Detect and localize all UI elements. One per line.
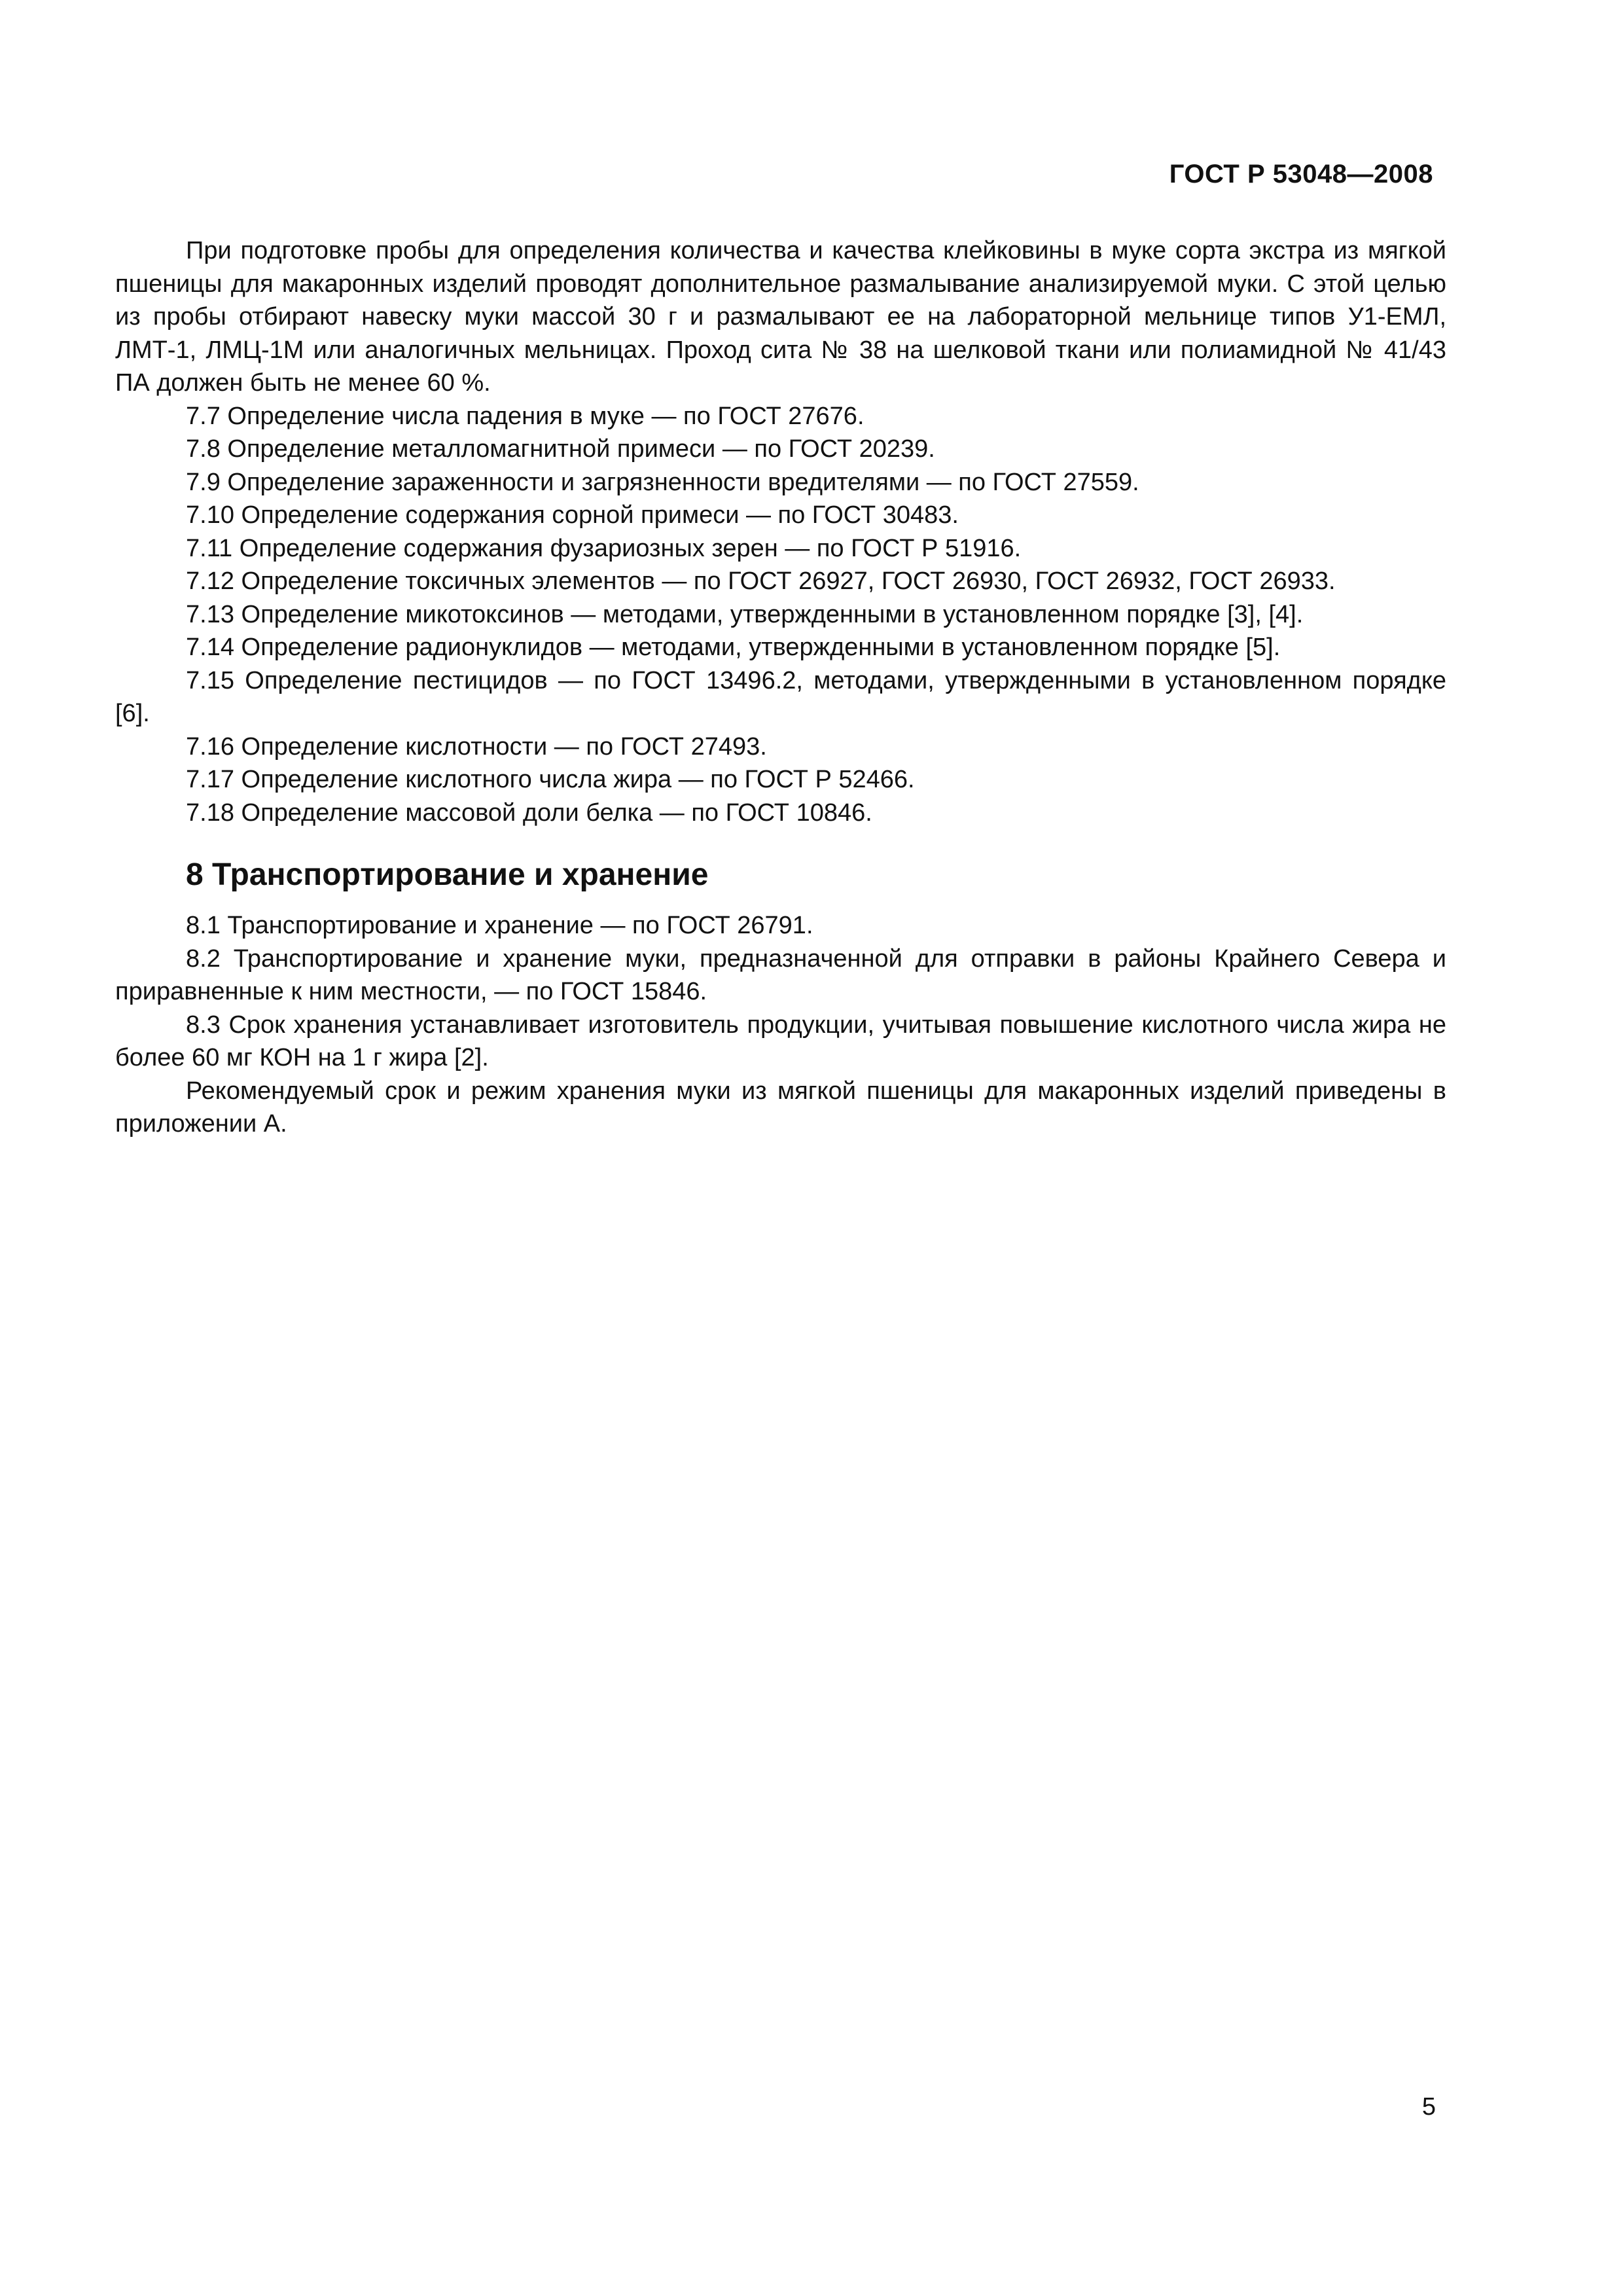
paragraph-sample-prep: При подготовке пробы для определения количества и качества клейковины в муке сорта экстра из мягкой пшеницы для макаронных изделий проводят дополнительное размалывание анализируемой муки. С этой целью из пробы отбирают навеску муки массой 30 г и размалывают ее на лабораторной мельнице типов У1-ЕМЛ, ЛМТ-1, ЛМЦ-1М или аналогичных мельницах. Проход сита № 38 на шелковой ткани или полиамидной № 41/43 ПА должен быть не менее 60 %. (115, 237, 1446, 397)
paragraph-7-17: 7.17 Определение кислотного числа жира — по ГОСТ Р 52466. (186, 766, 915, 793)
paragraph-8-3: 8.3 Срок хранения устанавливает изготовитель продукции, учитывая повышение кислотного числа жира не более 60 мг КОН на 1 г жира [2]. (115, 1011, 1446, 1071)
paragraph-7-10: 7.10 Определение содержания сорной примеси — по ГОСТ 30483. (186, 501, 959, 529)
paragraph-7-18: 7.18 Определение массовой доли белка — по ГОСТ 10846. (186, 798, 872, 827)
page-number: 5 (1421, 2093, 1436, 2121)
paragraph-8-1: 8.1 Транспортирование и хранение — по ГОСТ 26791. (186, 912, 813, 939)
paragraph-7-7: 7.7 Определение числа падения в муке — по ГОСТ 27676. (186, 402, 865, 430)
paragraph-7-13: 7.13 Определение микотоксинов — методами, утвержденными в установленном порядке [3], [4]. (186, 600, 1304, 628)
paragraph-7-8: 7.8 Определение металломагнитной примеси — по ГОСТ 20239. (186, 435, 935, 463)
paragraph-7-14: 7.14 Определение радионуклидов — методами, утвержденными в установленном порядке [5]. (186, 634, 1281, 661)
paragraph-7-9: 7.9 Определение зараженности и загрязненности вредителями — по ГОСТ 27559. (186, 468, 1139, 496)
paragraph-7-12: 7.12 Определение токсичных элементов — по ГОСТ 26927, ГОСТ 26930, ГОСТ 26932, ГОСТ 26933. (186, 567, 1336, 595)
paragraph-7-15: 7.15 Определение пестицидов — по ГОСТ 13496.2, методами, утвержденными в установленном порядке [6]. (115, 666, 1446, 727)
paragraph-7-11: 7.11 Определение содержания фузариозных зерен — по ГОСТ Р 51916. (186, 534, 1022, 562)
document-code-header: ГОСТ Р 53048—2008 (1169, 160, 1433, 188)
paragraph-8-2: 8.2 Транспортирование и хранение муки, предназначенной для отправки в районы Крайнего Севера и приравненные к ним местности, — по ГОСТ 15846. (115, 944, 1446, 1005)
section-8-heading: 8 Транспортирование и хранение (186, 857, 709, 892)
paragraph-storage-recommendation: Рекомендуемый срок и режим хранения муки из мягкой пшеницы для макаронных изделий приведены в приложении А. (115, 1077, 1446, 1138)
paragraph-7-16: 7.16 Определение кислотности — по ГОСТ 27493. (186, 732, 767, 761)
document-body (115, 234, 1446, 1141)
